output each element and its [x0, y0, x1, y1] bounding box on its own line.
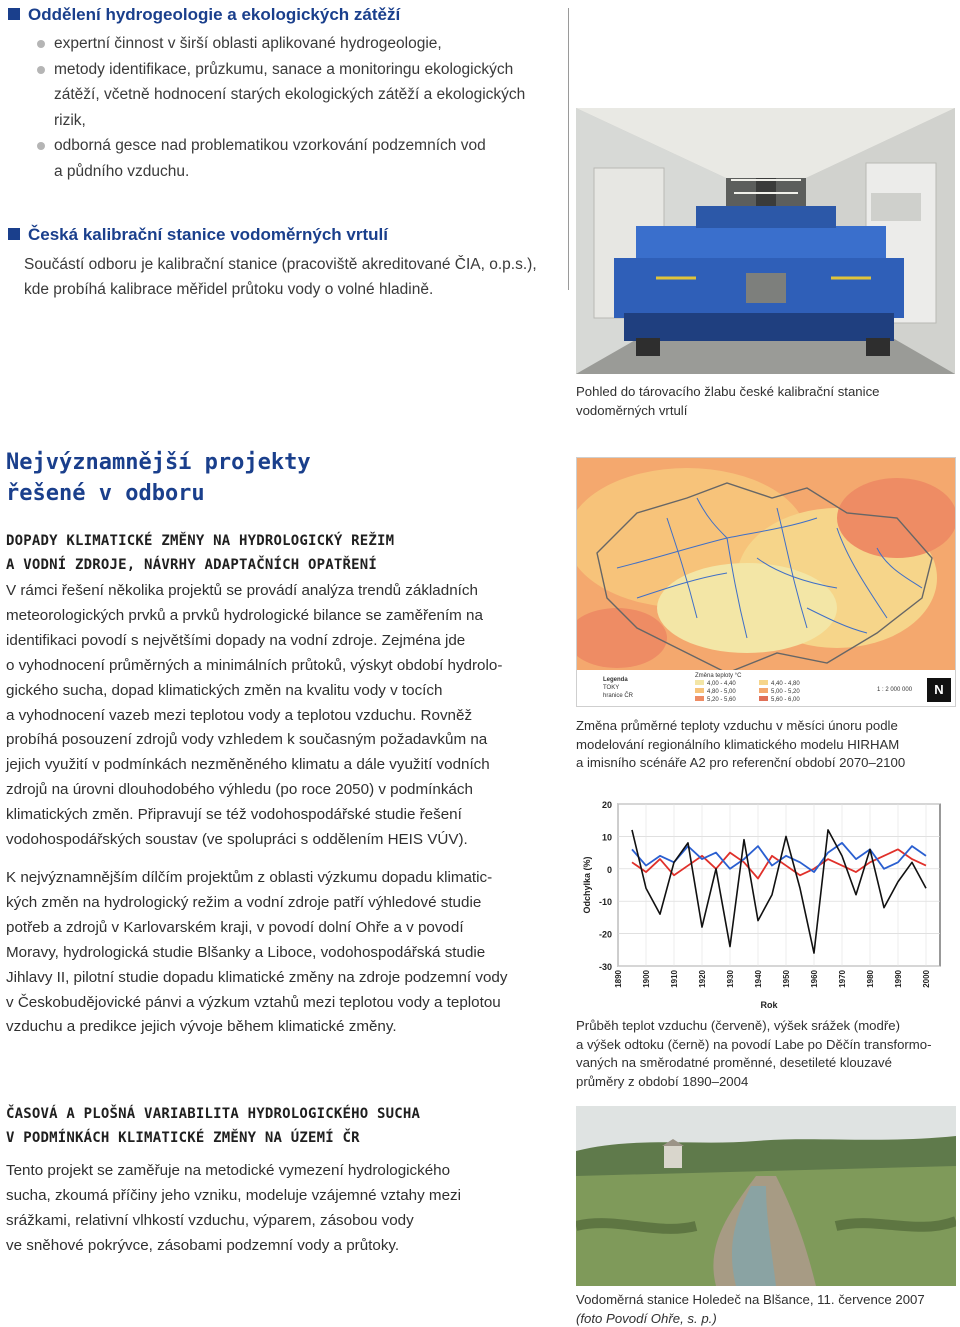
text-line: probíhá posouzení zdrojů vody vzhledem k současným požadavkům na [6, 731, 488, 749]
temperature-change-map [576, 457, 956, 707]
caption-photo1 [576, 383, 956, 420]
legend-swatch [759, 696, 768, 701]
project1-heading [6, 529, 571, 577]
y-tick-label: -10 [598, 897, 612, 908]
section-heading: Česká kalibrační stanice vodoměrných vrtulí [8, 224, 568, 246]
y-tick-label: -30 [598, 962, 612, 972]
bullet-dot-icon [37, 142, 45, 150]
legend-class [759, 688, 819, 696]
bullet-list [0, 31, 568, 184]
text-line: jejich využití v podmínkách nezměněného klimatu a dále využití vodních [6, 756, 490, 774]
section-calibration [8, 224, 568, 302]
projects-section [6, 447, 571, 1040]
caption-map [576, 717, 956, 773]
plot-area [618, 804, 940, 966]
gauging-station-image [576, 1106, 956, 1286]
caption-line: Průběh teplot vzduchu (červeně), výšek srážek (modře) [576, 1018, 900, 1033]
bullet-item [0, 31, 568, 57]
project3-text [6, 1159, 571, 1259]
projects-section-2 [6, 1102, 571, 1259]
x-tick-label: 2000 [922, 970, 931, 988]
bullet-item [0, 133, 568, 184]
north-arrow-icon: N [927, 678, 951, 702]
bullet-line: expertní činnost v širší oblasti aplikované hydrogeologie, [54, 35, 442, 52]
section-text [24, 252, 568, 302]
legend-swatch [759, 680, 768, 685]
caption-line: vaných na směrodatné proměnné, desetileté klouzavé [576, 1055, 892, 1070]
map-scale: 1 : 2 000 000 [877, 687, 913, 693]
legend-swatch [695, 680, 704, 685]
title-line: řešené v odboru [6, 481, 205, 506]
section-heading: Oddělení hydrogeologie a ekologických zátěží [8, 4, 568, 26]
x-tick-label: 1920 [698, 970, 707, 988]
x-tick-label: 1900 [642, 970, 651, 988]
legend-class [695, 688, 755, 696]
text-line: a vyhodnocení vazeb mezi teplotou vody a teplotou vzduchu. Rovněž [6, 706, 473, 724]
text-line: K nejvýznamnějším dílčím projektům z oblasti výzkumu dopadu klimatic- [6, 868, 493, 886]
caption-line: a výšek odtoku (černě) na povodí Labe po Děčín transformo- [576, 1036, 932, 1052]
photo-calibration-trough [576, 108, 955, 374]
legend-item: TOKY [603, 685, 620, 691]
deviation-chart [576, 790, 956, 1012]
legend-class-label: 5,20 - 5,60 [707, 697, 736, 703]
caption-line: a imisního scénáře A2 pro referenční období 2070–2100 [576, 755, 906, 770]
heading-line: V PODMÍNKÁCH KLIMATICKÉ ZMĚNY NA ÚZEMÍ ČR [6, 1130, 360, 1146]
map-image [577, 458, 956, 707]
square-bullet-icon [8, 8, 20, 20]
bullet-line: metody identifikace, průzkumu, sanace a monitoringu ekologických [54, 60, 514, 78]
text-line: meteorologických prvků a prvků hydrologické bilance se zaměřením na [6, 606, 483, 624]
x-tick-label: 1980 [866, 970, 875, 988]
text-line: v Českobudějovické pánvi a výzkum vztahů mezi teplotou vody a teplotou [6, 993, 501, 1011]
legend-swatch [695, 688, 704, 693]
x-tick-label: 1940 [754, 970, 763, 988]
legend-class [695, 696, 755, 704]
project1-text [6, 579, 571, 853]
x-tick-label: 1950 [782, 970, 791, 988]
project2-text [6, 866, 571, 1040]
caption-chart [576, 1017, 960, 1091]
project3-heading [6, 1102, 571, 1150]
x-tick-label: 1930 [726, 970, 735, 988]
text-line: Moravy, hydrologická studie Blšanky a Liboce, vodohospodářská studie [6, 943, 486, 961]
legend-class [695, 680, 755, 688]
legend-swatch [695, 696, 704, 701]
legend-class-label: 4,40 - 4,80 [771, 681, 800, 687]
text-line: zdrojů na úrovni dlouhodobého výhledu (po roce 2050) v podmínkách [6, 781, 473, 799]
square-bullet-icon [8, 228, 20, 240]
bullet-dot-icon [37, 40, 45, 48]
section-hydrogeology [8, 4, 568, 184]
heading-line: ČASOVÁ A PLOŠNÁ VARIABILITA HYDROLOGICKÉHO SUCHA [6, 1106, 421, 1122]
text-line: kých změn na hydrologický režim a vodní zdroje patří výhledové studie [6, 893, 482, 911]
chart-svg [576, 790, 956, 1012]
legend-class [759, 696, 819, 704]
bullet-line: rizik, [54, 111, 86, 129]
map-scale-legend: Změna teploty °C 4,00 - 4,40 4,40 - 4,80 4,80 - 5,00 5,00 - 5,20 5,20 - 5,60 5,60 - 6,00 [695, 673, 819, 704]
y-tick-label: 10 [601, 832, 612, 843]
y-tick-label: 0 [606, 864, 612, 875]
legend-item: hranice ČR [603, 693, 634, 699]
caption-line: modelování regionálního klimatického modelu HIRHAM [576, 736, 900, 752]
map-legend: Legenda TOKY hranice ČR [603, 677, 634, 699]
text-line: gického sucha, dopad klimatických změn na kvalitu vody v tocích [6, 681, 443, 699]
text-line: ve sněhové pokrývce, zásobami podzemní vody a průtoky. [6, 1236, 400, 1254]
x-tick-label: 1910 [670, 970, 679, 988]
text-line: Tento projekt se zaměřuje na metodické vymezení hydrologického [6, 1162, 451, 1179]
text-line: identifikaci povodí s největšími dopady na vodní zdroje. Zejména jde [6, 631, 466, 649]
bullet-dot-icon [37, 66, 45, 74]
bullet-item [0, 57, 568, 134]
text-line: vodohospodářských soustav (ve spolupráci s oddělením HEIS VÚV). [6, 831, 468, 849]
text-line: klimatických změn. Připravují se též vodohospodářské studie řešení [6, 806, 462, 824]
text-line: sucha, zkoumá příčiny jeho vzniku, modeluje vzájemné vztahy mezi [6, 1186, 461, 1204]
heading-line: A VODNÍ ZDROJE, NÁVRHY ADAPTAČNÍCH OPATŘENÍ [6, 557, 378, 573]
x-tick-label: 1890 [614, 970, 623, 988]
caption-line: vodoměrných vrtulí [576, 402, 688, 418]
projects-title [6, 447, 571, 509]
caption-photo3: Vodoměrná stanice Holedeč na Blšance, 11. července 2007 (foto Povodí Ohře, s. p.) [576, 1292, 925, 1326]
column-divider [568, 8, 569, 290]
legend-class [759, 680, 819, 688]
text-line: vzduchu a predikce jejich vývoje během klimatické změny. [6, 1018, 397, 1036]
legend-class-label: 5,60 - 6,00 [771, 697, 800, 703]
bullet-line: a půdního vzduchu. [54, 162, 190, 180]
legend-class-label: 5,00 - 5,20 [771, 689, 800, 695]
text-line: V rámci řešení několika projektů se provádí analýza trendů základních [6, 582, 478, 599]
y-tick-label: 20 [601, 800, 612, 810]
calibration-trough-image [576, 108, 955, 374]
legend-class-label: 4,80 - 5,00 [707, 689, 736, 695]
heading-line: DOPADY KLIMATICKÉ ZMĚNY NA HYDROLOGICKÝ REŽIM [6, 533, 395, 549]
caption-line: průměry z období 1890–2004 [576, 1073, 749, 1089]
text-line: o vyhodnocení průměrných a minimálních průtoků, výskyt období hydrolo- [6, 656, 503, 674]
legend-class-label: 4,00 - 4,40 [707, 681, 736, 687]
x-axis-label: Rok [760, 1000, 778, 1010]
x-tick-label: 1990 [894, 970, 903, 988]
caption-line: Změna průměrné teploty vzduchu v měsíci únoru podle [576, 718, 898, 733]
photo-gauging-station [576, 1106, 956, 1286]
x-tick-label: 1960 [810, 970, 819, 988]
bullet-line: odborná gesce nad problematikou vzorkování podzemních vod [54, 137, 486, 154]
text-line: kde probíhá kalibrace měřidel průtoku vody o volné hladině. [24, 281, 434, 298]
text-line: potřeb a zdrojů v Karlovarském kraji, v povodí dolní Ohře a v povodí [6, 918, 464, 936]
y-tick-label: -20 [598, 929, 612, 940]
title-line: Nejvýznamnější projekty [6, 450, 311, 475]
text-line: srážkami, relativní vlhkostí vzduchu, výparem, zásobou vody [6, 1211, 414, 1229]
text-line: Jihlavy II, pilotní studie dopadu klimatické změny na zdroje podzemní vody [6, 968, 508, 986]
caption-line: Pohled do tárovacího žlabu české kalibrační stanice [576, 384, 880, 399]
y-axis-label: Odchylka (%) [582, 856, 592, 914]
x-tick-label: 1970 [838, 970, 847, 988]
bullet-line: zátěží, včetně hodnocení starých ekologických zátěží a ekologických [54, 86, 526, 103]
text-line: Součástí odboru je kalibrační stanice (pracoviště akreditované ČIA, o.p.s.), [24, 256, 537, 273]
legend-swatch [759, 688, 768, 693]
